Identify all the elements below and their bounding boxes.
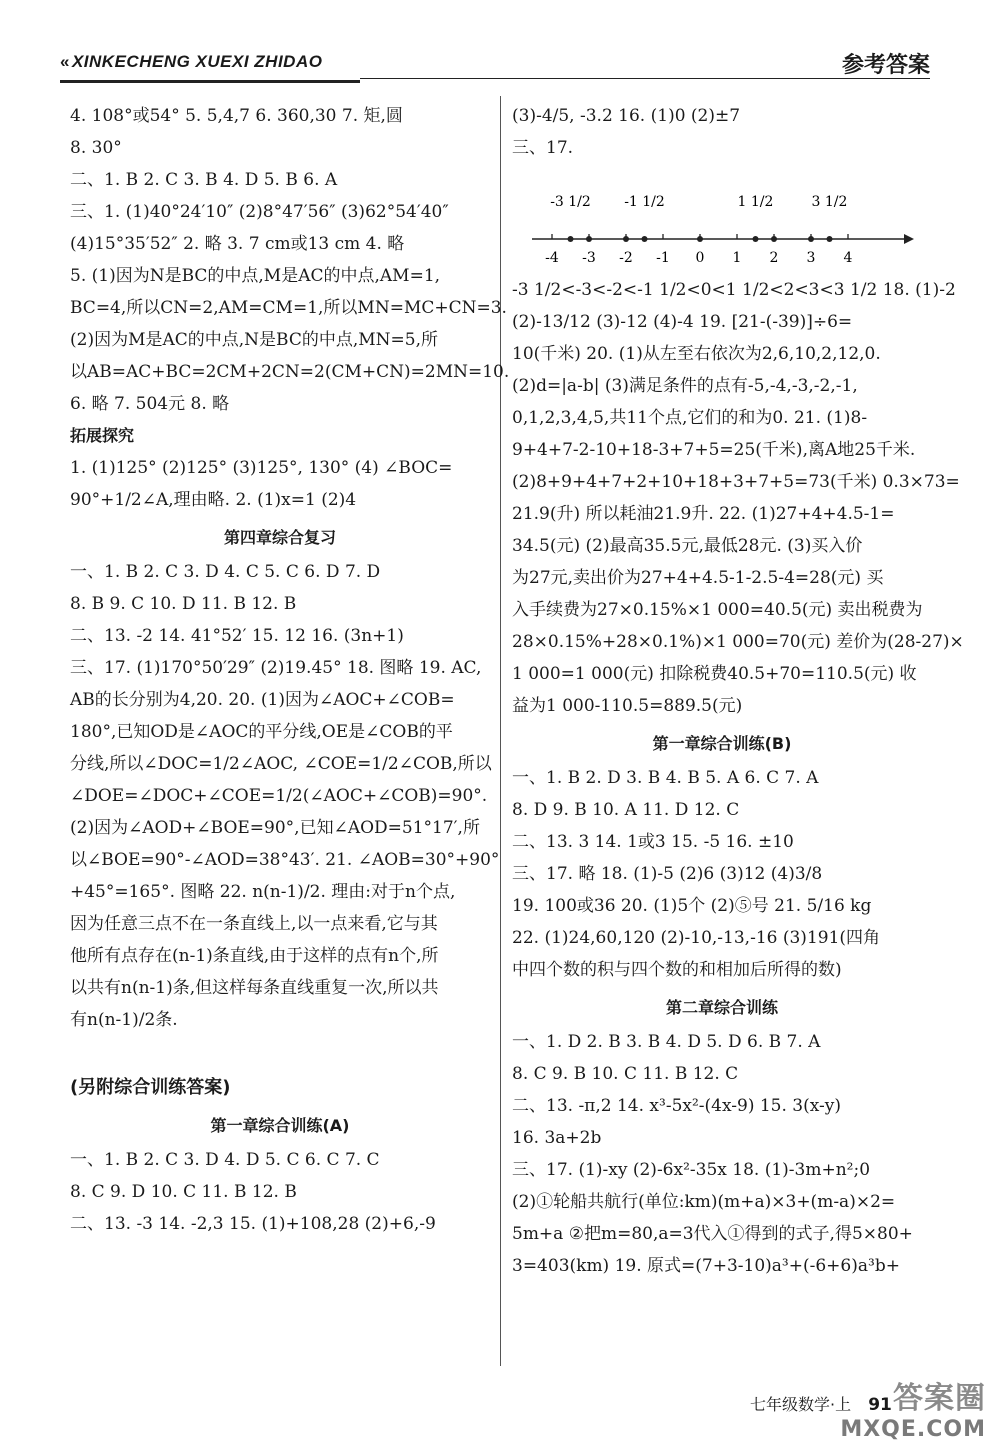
right-column bbox=[512, 100, 964, 1282]
number-line-point bbox=[753, 236, 759, 242]
left-answers-c bbox=[70, 556, 500, 1036]
answer-line: 90°+1/2∠A,理由略. 2. (1)x=1 (2)4 bbox=[70, 490, 357, 510]
right-answers-a bbox=[512, 100, 932, 164]
answer-line: 三、17. bbox=[512, 138, 574, 158]
chapter1b-title: 第一章综合训练(B) bbox=[652, 734, 792, 753]
number-line-tick-label: -1 bbox=[656, 250, 670, 266]
answer-line: 19. 100或36 20. (1)5个 (2)⑤号 21. 5/16 kg bbox=[512, 896, 872, 916]
answer-line: 入手续费为27×0.15%×1 000=40.5(元) 卖出税费为 bbox=[512, 600, 923, 620]
chevron-left-icon: « bbox=[60, 52, 70, 71]
answer-line: 1. (1)125° (2)125° (3)125°, 130° (4) ∠BOC= bbox=[70, 458, 453, 478]
answer-line: 180°,已知OD是∠AOC的平分线,OE是∠COB的平 bbox=[70, 722, 453, 742]
answer-line: 三、17. 略 18. (1)-5 (2)6 (3)12 (4)3/8 bbox=[512, 864, 823, 884]
left-answers-d bbox=[70, 1144, 490, 1240]
number-line-point bbox=[623, 236, 629, 242]
answer-line: 5m+a ②把m=80,a=3代入①得到的式子,得5×80+ bbox=[512, 1224, 913, 1244]
answer-line: 益为1 000-110.5=889.5(元) bbox=[512, 696, 743, 716]
number-line-point bbox=[808, 236, 814, 242]
answer-line: (2)因为M是AC的中点,N是BC的中点,MN=5,所 bbox=[70, 330, 439, 350]
answer-line: 以∠BOE=90°-∠AOD=38°43′. 21. ∠AOB=30°+90° bbox=[70, 850, 500, 870]
watermark-bottom: MXQE.COM bbox=[840, 1417, 986, 1442]
answer-line: 4. 108°或54° 5. 5,4,7 6. 360,30 7. 矩,圆 bbox=[70, 106, 403, 126]
answer-line: AB的长分别为4,20. 20. (1)因为∠AOC+∠COB= bbox=[70, 690, 455, 710]
answer-line: 8. D 9. B 10. A 11. D 12. C bbox=[512, 800, 740, 820]
answer-line: (2)①轮船共航行(单位:km)(m+a)×3+(m-a)×2= bbox=[512, 1192, 896, 1212]
number-line-point bbox=[642, 236, 648, 242]
answer-line: 28×0.15%+28×0.1%)×1 000=70(元) 差价为(28-27)× bbox=[512, 632, 964, 652]
answer-line: 8. B 9. C 10. D 11. B 12. B bbox=[70, 594, 297, 614]
number-line-arrow-icon bbox=[904, 234, 914, 244]
left-answers-b bbox=[70, 452, 490, 516]
left-column bbox=[70, 100, 510, 1240]
number-line-point bbox=[827, 236, 833, 242]
number-line bbox=[512, 164, 932, 274]
page-number: 91 bbox=[868, 1395, 892, 1415]
watermark-top: 答案圈 bbox=[893, 1381, 986, 1416]
answer-line: 以AB=AC+BC=2CM+2CN=2(CM+CN)=2MN=10. bbox=[70, 362, 510, 382]
number-line-point-label: 3 1/2 bbox=[811, 194, 848, 210]
answer-line: 3=403(km) 19. 原式=(7+3-10)a³+(-6+6)a³b+ bbox=[512, 1256, 900, 1276]
answer-line: BC=4,所以CN=2,AM=CM=1,所以MN=MC+CN=3. bbox=[70, 298, 507, 318]
answer-line: 一、1. B 2. D 3. B 4. B 5. A 6. C 7. A bbox=[512, 768, 819, 788]
header-rule-thin bbox=[360, 78, 930, 79]
number-line-tick-label: 4 bbox=[843, 250, 853, 266]
answer-line: 二、1. B 2. C 3. B 4. D 5. B 6. A bbox=[70, 170, 338, 190]
answer-line: 8. C 9. B 10. C 11. B 12. C bbox=[512, 1064, 739, 1084]
right-answers-d bbox=[512, 1026, 932, 1282]
answer-line: 三、17. (1)-xy (2)-6x²-35x 18. (1)-3m+n²;0 bbox=[512, 1160, 871, 1180]
number-line-point-label: -1 1/2 bbox=[624, 194, 665, 210]
number-line-tick-label: 2 bbox=[769, 250, 779, 266]
answer-line: 三、17. (1)170°50′29″ (2)19.45° 18. 图略 19. AC, bbox=[70, 658, 482, 678]
answer-line: 二、13. -2 14. 41°52′ 15. 12 16. (3n+1) bbox=[70, 626, 404, 646]
right-answers-b bbox=[512, 274, 964, 722]
answer-line: 三、1. (1)40°24′10″ (2)8°47′56″ (3)62°54′40″ bbox=[70, 202, 449, 222]
number-line-point bbox=[586, 236, 592, 242]
chapter4-title: 第四章综合复习 bbox=[223, 528, 336, 547]
answer-line: 8. 30° bbox=[70, 138, 122, 158]
answer-line: 10(千米) 20. (1)从左至右依次为2,6,10,2,12,0. bbox=[512, 344, 881, 364]
header-rule-thick bbox=[60, 80, 360, 83]
answer-line: 21.9(升) 所以耗油21.9升. 22. (1)27+4+4.5-1= bbox=[512, 504, 895, 524]
answer-line: (3)-4/5, -3.2 16. (1)0 (2)±7 bbox=[512, 106, 741, 126]
answer-line: (4)15°35′52″ 2. 略 3. 7 cm或13 cm 4. 略 bbox=[70, 234, 405, 254]
answer-line: 二、13. 3 14. 1或3 15. -5 16. ±10 bbox=[512, 832, 794, 852]
answer-line: 二、13. -3 14. -2,3 15. (1)+108,28 (2)+6,-9 bbox=[70, 1214, 436, 1234]
chapter2-title: 第二章综合训练 bbox=[665, 998, 778, 1017]
column-divider bbox=[500, 96, 501, 1366]
answer-line: (2)因为∠AOD+∠BOE=90°,已知∠AOD=51°17′,所 bbox=[70, 818, 480, 838]
number-line-tick-label: 1 bbox=[732, 250, 742, 266]
answer-line: 一、1. D 2. B 3. B 4. D 5. D 6. B 7. A bbox=[512, 1032, 821, 1052]
answer-line: 分线,所以∠DOC=1/2∠AOC, ∠COE=1/2∠COB,所以 bbox=[70, 754, 492, 774]
number-line-point-label: 1 1/2 bbox=[737, 194, 774, 210]
number-line-point bbox=[568, 236, 574, 242]
number-line-tick-label: -4 bbox=[545, 250, 559, 266]
answer-line: 以共有n(n-1)条,但这样每条直线重复一次,所以共 bbox=[70, 978, 439, 998]
left-answers-a bbox=[70, 100, 510, 420]
answer-line: ∠DOE=∠DOC+∠COE=1/2(∠AOC+∠COB)=90°. bbox=[70, 786, 488, 806]
answer-line: 9+4+7-2-10+18-3+7+5=25(千米),离A地25千米. bbox=[512, 440, 916, 460]
answer-line: 因为任意三点不在一条直线上,以一点来看,它与其 bbox=[70, 914, 438, 934]
answer-line: 中四个数的积与四个数的和相加后所得的数) bbox=[512, 960, 842, 980]
number-line-tick-label: -2 bbox=[619, 250, 633, 266]
answer-line: 34.5(元) (2)最高35.5元,最低28元. (3)买入价 bbox=[512, 536, 863, 556]
page-title: 参考答案 bbox=[841, 53, 930, 78]
explore-title: 拓展探究 bbox=[70, 426, 135, 445]
number-line-point-label: -3 1/2 bbox=[550, 194, 591, 210]
answer-line: 二、13. -π,2 14. x³-5x²-(4x-9) 15. 3(x-y) bbox=[512, 1096, 842, 1116]
answer-line: 8. C 9. D 10. C 11. B 12. B bbox=[70, 1182, 297, 1202]
answer-line: 有n(n-1)/2条. bbox=[70, 1010, 178, 1030]
brand-label: XINKECHENG XUEXI ZHIDAO bbox=[71, 52, 323, 71]
number-line-tick-label: 3 bbox=[806, 250, 816, 266]
watermark bbox=[840, 1373, 986, 1442]
page-header bbox=[60, 40, 930, 84]
answer-line: -3 1/2<-3<-2<-1 1/2<0<1 1/2<2<3<3 1/2 18. (1)-2 bbox=[512, 280, 956, 300]
number-line-point bbox=[771, 236, 777, 242]
answer-line: 0,1,2,3,4,5,共11个点,它们的和为0. 21. (1)8- bbox=[512, 408, 868, 428]
answer-line: 1 000=1 000(元) 扣除税费40.5+70=110.5(元) 收 bbox=[512, 664, 917, 684]
answer-line: (2)d=|a-b| (3)满足条件的点有-5,-4,-3,-2,-1, bbox=[512, 376, 858, 396]
appendix-title: (另附综合训练答案) bbox=[70, 1077, 231, 1098]
answer-line: 一、1. B 2. C 3. D 4. C 5. C 6. D 7. D bbox=[70, 562, 381, 582]
answer-line: 16. 3a+2b bbox=[512, 1128, 602, 1148]
answer-line: 他所有点存在(n-1)条直线,由于这样的点有n个,所 bbox=[70, 946, 439, 966]
answer-line: +45°=165°. 图略 22. n(n-1)/2. 理由:对于n个点, bbox=[70, 882, 456, 902]
chapter1a-title: 第一章综合训练(A) bbox=[210, 1116, 350, 1135]
number-line-point bbox=[697, 236, 703, 242]
number-line-tick-label: 0 bbox=[695, 250, 705, 266]
answer-line: 5. (1)因为N是BC的中点,M是AC的中点,AM=1, bbox=[70, 266, 441, 286]
answer-line: 22. (1)24,60,120 (2)-10,-13,-16 (3)191(四角 bbox=[512, 928, 881, 948]
answer-line: 一、1. B 2. C 3. D 4. D 5. C 6. C 7. C bbox=[70, 1150, 380, 1170]
answer-line: 6. 略 7. 504元 8. 略 bbox=[70, 394, 230, 414]
answer-line: 为27元,卖出价为27+4+4.5-1-2.5-4=28(元) 买 bbox=[512, 568, 884, 588]
answer-line: (2)-13/12 (3)-12 (4)-4 19. [21-(-39)]÷6= bbox=[512, 312, 853, 332]
footer-grade: 七年级数学·上 bbox=[750, 1395, 852, 1414]
answer-line: (2)8+9+4+7+2+10+18+3+7+5=73(千米) 0.3×73= bbox=[512, 472, 960, 492]
number-line-tick-label: -3 bbox=[582, 250, 596, 266]
number-line-svg bbox=[512, 164, 932, 274]
right-answers-c bbox=[512, 762, 932, 986]
brand-text bbox=[60, 52, 322, 72]
